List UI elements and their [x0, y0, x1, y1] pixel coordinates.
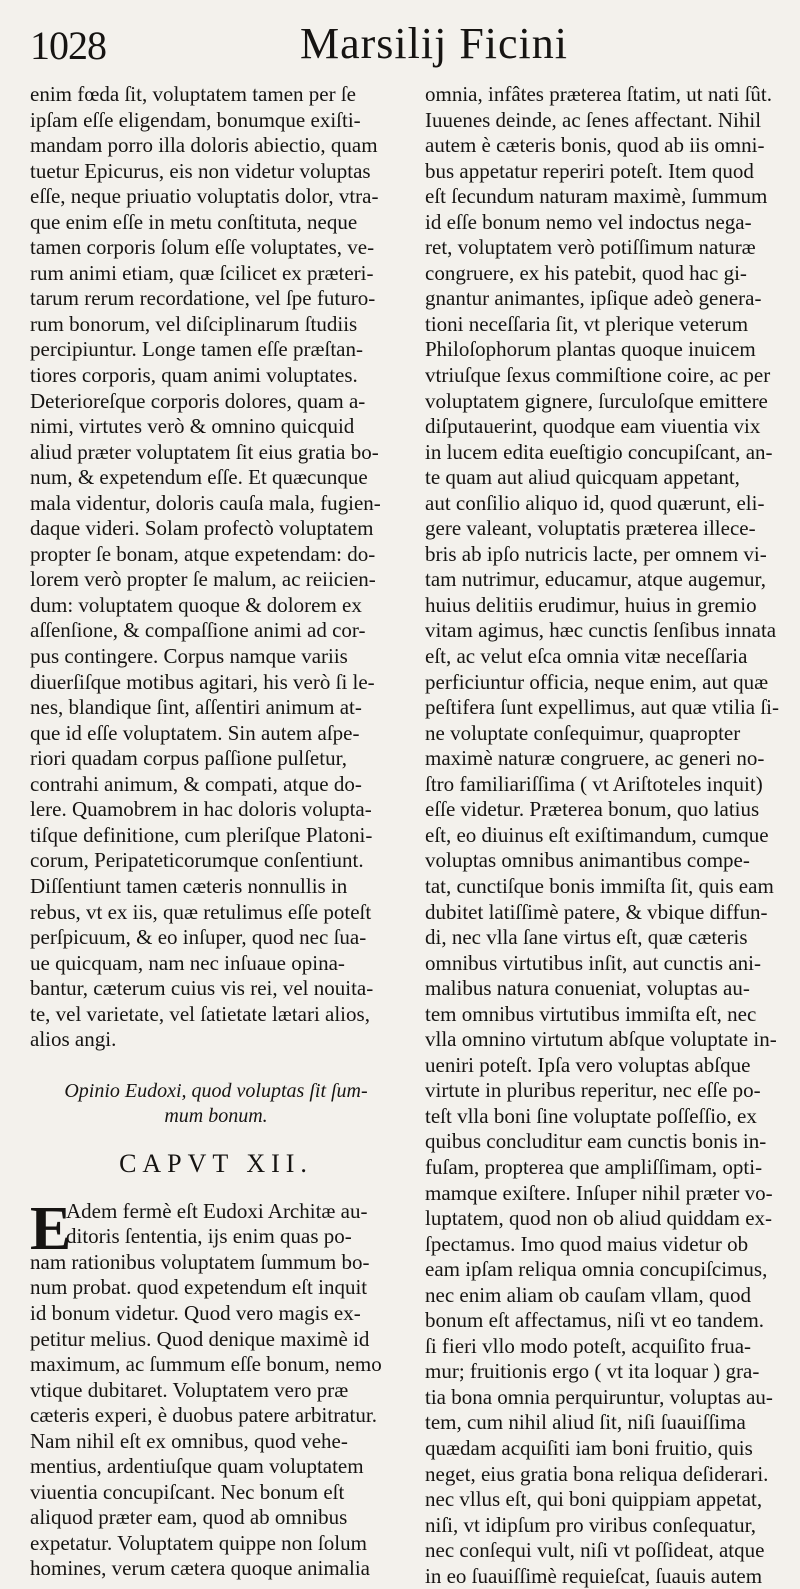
text-line: num probat. quod expetendum eſt inquit [30, 1275, 368, 1300]
text-line: tarum rerum recordatione, vel ſpe futuro- [30, 286, 376, 311]
text-line: te, vel varietate, vel ſatietate lætari alios, [30, 1001, 370, 1026]
text-line: te quam aut aliud quicquam appetant, [425, 465, 740, 490]
text-line: alios angi. [30, 1027, 117, 1052]
text-line: ſtro familiariſſima ( vt Ariſtoteles inquit) [425, 771, 763, 796]
text-line: cæteris experi, è duobus patere arbitratur. [30, 1403, 377, 1428]
text-line: Philoſophorum plantas quoque inuicem [425, 337, 756, 362]
text-line: eſſe, neque priuatio voluptatis dolor, vtra- [30, 184, 379, 209]
text-line: lere. Quamobrem in hac doloris volupta- [30, 797, 372, 822]
text-line: ne voluptate conſequimur, quapropter [425, 720, 741, 745]
text-line: nam rationibus voluptatem ſummum bo- [30, 1249, 370, 1274]
text-line: nec vllus eſt, qui boni quippiam appetat, [425, 1487, 763, 1512]
text-line: niſi, vt idipſum pro viribus conſequatur, [425, 1512, 757, 1537]
text-line: rum animi etiam, quæ ſcilicet ex præteri- [30, 260, 374, 285]
page-number: 1028 [30, 23, 106, 68]
text-line: nes, blandique ſint, aſſentiri animum at- [30, 695, 362, 720]
text-line: ue quicquam, nam nec inſuaue opina- [30, 950, 345, 975]
running-title: Marsilij Ficini [300, 19, 568, 68]
text-line: ueniri poteſt. Ipſa vero voluptas abſque [425, 1052, 751, 1077]
text-line: eſt, eo diuinus eſt exiſtimandum, cumque [425, 822, 769, 847]
text-line: ipſam eſſe eligendam, bonumque exiſti- [30, 107, 361, 132]
text-line: ſpectamus. Imo quod maius videtur ob [425, 1231, 749, 1256]
text-line: Diſſentiunt tamen cæteris nonnullis in [30, 873, 348, 898]
text-line: tia bona omnia perquiruntur, voluptas au- [425, 1384, 773, 1409]
text-line: ret, voluptatem verò potiſſimum naturæ [425, 235, 756, 260]
text-line: riori quadam corpus paſſione pulſetur, [30, 746, 347, 771]
text-line: bonum eſt affectamus, niſi vt eo tandem. [425, 1308, 765, 1333]
text-line: voluptatem gignere, ſurculoſque emittere [425, 388, 768, 413]
right-column-text [425, 82, 780, 1589]
text-line: omnibus virtutibus inſit, aut cunctis ani- [425, 950, 761, 975]
text-line: bus appetatur reperiri poteſt. Item quod [425, 158, 754, 183]
text-line: maximum, ac ſummum eſſe bonum, nemo [30, 1352, 382, 1377]
right-column [425, 82, 780, 1589]
text-line: malibus natura conueniat, voluptas au- [425, 976, 750, 1001]
text-line: que enim eſſe in metu conſtituta, neque [30, 209, 358, 234]
text-line: tiores corporis, quam animi voluptates. [30, 363, 358, 388]
text-line: in eo ſuauiſſimè requieſcat, ſuauis autem [425, 1563, 763, 1588]
text-line: num, & expetendum eſſe. Et quæcunque [30, 465, 368, 490]
text-line: tem omnibus virtutibus immiſta eſt, nec [425, 1001, 757, 1026]
subheading-line-1: Opinio Eudoxi, quod voluptas ſit ſum- [64, 1079, 368, 1102]
text-line: ſi fieri vllo modo poteſt, acquiſito frua- [425, 1333, 752, 1358]
text-line: percipiuntur. Longe tamen eſſe præſtan- [30, 337, 363, 362]
text-line: id bonum videtur. Quod vero magis ex- [30, 1300, 361, 1325]
text-line: bris ab ipſo nutricis lacte, per omnem vi- [425, 541, 767, 566]
text-line: mandam porro illa doloris abiectio, quam [30, 133, 378, 158]
text-line: teſt vlla boni ſine voluptate poſſeſſio, ex [425, 1103, 757, 1128]
text-line: aliquod præter eam, quod ab omnibus [30, 1505, 348, 1530]
text-line: expetatur. Voluptatem quippe non ſolum [30, 1530, 367, 1555]
text-line: quædam acquiſiti iam boni fruitio, quis [425, 1435, 753, 1460]
text-line: mur; fruitionis ergo ( vt ita loquar ) gra- [425, 1359, 760, 1384]
text-line: eſſe videtur. Præterea bonum, quo latius [425, 797, 760, 822]
text-line: Iuuenes deinde, ac ſenes affectant. Nihil [425, 107, 762, 132]
text-line: nec conſequi vult, niſi vt poſſideat, atque [425, 1538, 765, 1563]
chapter-body-text [30, 1250, 402, 1582]
text-line: omnia, infâtes præterea ſtatim, ut nati ſût. [425, 82, 772, 106]
text-line: id eſſe bonum nemo vel indoctus nega- [425, 209, 752, 234]
text-line: voluptas omnibus animantibus compe- [425, 848, 750, 873]
text-line: viuentia concupiſcant. Nec bonum eſt [30, 1479, 345, 1504]
text-line: virtute in pluribus reperitur, nec eſſe po- [425, 1078, 761, 1103]
text-line: pus contingere. Corpus namque variis [30, 644, 348, 669]
subheading-line-2: mum bonum. [164, 1104, 268, 1127]
text-line: Adem fermè eſt Eudoxi Architæ au- [66, 1198, 368, 1223]
text-line: luptatem, quod non ob aliud quiddam ex- [425, 1206, 773, 1231]
text-line: tamen corporis ſolum eſſe voluptates, ve- [30, 235, 375, 260]
text-line: neget, eius gratia bona reliqua deſiderari. [425, 1461, 769, 1486]
chapter-heading: CAPVT XII. [119, 1148, 313, 1178]
text-line: maximè naturæ congruere, ac generi no- [425, 746, 765, 771]
drop-cap-lines [30, 1199, 402, 1250]
text-line: mentius, ardentiuſque quam voluptatem [30, 1454, 364, 1479]
text-line: que id eſſe voluptatem. Sin autem aſpe- [30, 720, 360, 745]
text-line: propter ſe bonam, atque expetendam: do- [30, 541, 376, 566]
text-line: diſputauerint, quodque eam viuentia vix [425, 414, 761, 439]
text-line: perficiuntur officia, neque enim, aut quæ [425, 669, 769, 694]
text-line: di, nec vlla ſane virtus eſt, quæ cæteris [425, 925, 748, 950]
text-line: mala videntur, doloris cauſa mala, fugien- [30, 490, 381, 515]
text-line: corum, Peripateticorumque conſentiunt. [30, 848, 364, 873]
text-line: vtriuſque ſexus commiſtione coire, ac per [425, 363, 771, 388]
text-line: Nam nihil eſt ex omnibus, quod vehe- [30, 1428, 348, 1453]
text-line: rebus, vt ex iis, quæ retulimus eſſe poteſt [30, 899, 372, 924]
text-line: tiſque definitione, cum pleriſque Platoni- [30, 822, 373, 847]
text-line: homines, verum cætera quoque animalia [30, 1556, 370, 1581]
text-line: petitur melius. Quod denique maximè id [30, 1326, 370, 1351]
text-line: bantur, cæterum cuius vis rei, vel nouita- [30, 976, 374, 1001]
text-line: diuerſiſque motibus agitari, his verò ſi le- [30, 669, 375, 694]
text-line: fuſam, propterea que ampliſſimam, opti- [425, 1154, 763, 1179]
text-line: aliud præter voluptatem ſit eius gratia bo- [30, 439, 379, 464]
text-line: contrahi animum, & compati, atque do- [30, 771, 362, 796]
text-line: autem è cæteris bonis, quod ab iis omni- [425, 133, 765, 158]
text-line: nec enim aliam ob cauſam vllam, quod [425, 1282, 751, 1307]
text-line: eſt ſecundum naturam maximè, ſummum [425, 184, 768, 209]
text-line: quibus concluditur eam cunctis bonis in- [425, 1129, 767, 1154]
text-line: eam ipſam reliqua omnia concupiſcimus, [425, 1257, 768, 1282]
text-line: gnantur animantes, ipſique adeò genera- [425, 286, 762, 311]
left-column [30, 82, 402, 1582]
text-line: perſpicuum, & eo inſuper, quod nec ſua- [30, 925, 367, 950]
text-line: lorem verò propter ſe malum, ac reiicien- [30, 567, 376, 592]
text-line: ditoris ſententia, ijs enim quas po- [66, 1224, 352, 1249]
text-line: nimi, virtutes verò & omnino quicquid [30, 414, 355, 439]
text-line: daque videri. Solam profectò voluptatem [30, 516, 374, 541]
text-line: mamque exiſtere. Inſuper nihil præter vo- [425, 1180, 773, 1205]
text-line: vlla omnino virtutum abſque voluptate in- [425, 1027, 777, 1052]
text-line: in lucem edita eueſtigio concupiſcant, an- [425, 439, 773, 464]
text-line: congruere, ex his patebit, quod hac gi- [425, 260, 747, 285]
text-line: enim fœda ſit, voluptatem tamen per ſe [30, 82, 356, 106]
text-line: Deterioreſque corporis dolores, quam a- [30, 388, 366, 413]
text-line: gere valeant, voluptatis præterea illece- [425, 516, 756, 541]
left-column-text [30, 82, 402, 1053]
drop-cap: E [30, 1194, 72, 1263]
text-line: huius delitiis erudimur, huius in gremio [425, 592, 757, 617]
text-line: eſt, ac velut eſca omnia vitæ neceſſaria [425, 644, 748, 669]
text-line: dubitet latiſſimè patere, & vbique diffun- [425, 899, 768, 924]
text-line: tam nutrimur, educamur, atque augemur, [425, 567, 766, 592]
text-line: peſtifera ſunt expellimus, aut quæ vtilia ſi- [425, 695, 780, 720]
text-line: tioni neceſſaria ſit, vt plerique veterum [425, 311, 749, 336]
text-line: tem, cum nihil aliud ſit, niſi ſuauiſſima [425, 1410, 746, 1435]
text-line: vtique dubitaret. Voluptatem vero præ [30, 1377, 349, 1402]
text-line: tat, cunctiſque bonis immiſta ſit, quis eam [425, 873, 774, 898]
text-line: aut conſilio aliquo id, quod quærunt, eli- [425, 490, 765, 515]
text-line: aſſenſione, & compaſſione animi ad cor- [30, 618, 366, 643]
text-line: dum: voluptatem quoque & dolorem ex [30, 592, 362, 617]
text-line: rum bonorum, vel diſciplinarum ſtudiis [30, 311, 358, 336]
text-line: vitam agimus, hæc cunctis ſenſibus innata [425, 618, 777, 643]
text-line: tuetur Epicurus, eis non videtur voluptas [30, 158, 371, 183]
